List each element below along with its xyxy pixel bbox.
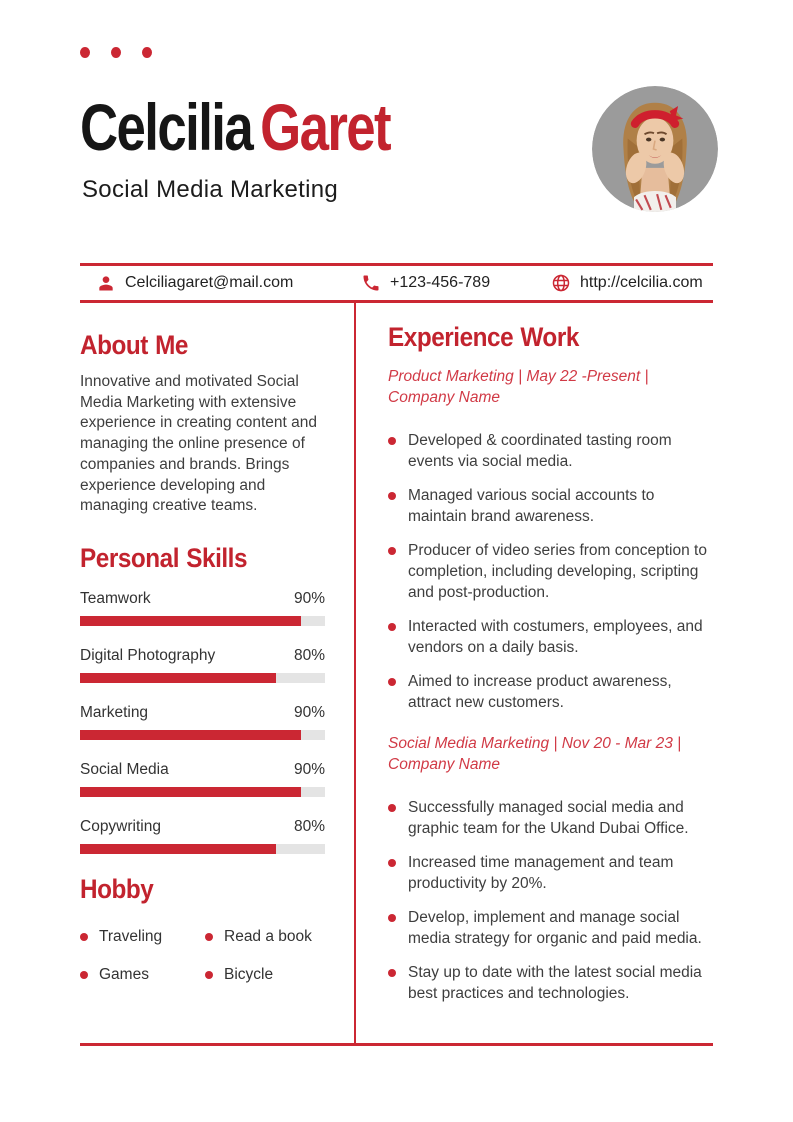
experience-bullet [388,852,714,894]
experience-bullet [388,907,714,949]
bullet-text: Managed various social accounts to maintain brand awareness. [408,487,655,525]
person-name [80,92,390,162]
skill-value: 90% [293,589,325,607]
skill-bar [80,616,325,626]
skill-value: 80% [293,817,325,835]
phone-icon [361,273,381,293]
contact-phone[interactable] [361,266,490,300]
hobby-label: Games [99,965,149,983]
bottom-rule [80,1043,713,1046]
skill-bar-fill [80,616,301,626]
red-dot-icon [142,47,152,58]
skill-item [80,760,325,797]
skill-bar-fill [80,844,276,854]
bullet-icon [80,933,88,941]
bullet-icon [388,437,396,445]
experience-section-title: Experience Work [388,322,579,352]
skill-bar [80,787,325,797]
skill-label: Teamwork [80,589,151,607]
email-text: Celciliagaret@mail.com [125,274,294,291]
experience-bullet [388,671,714,713]
bullet-text: Producer of video series from conception to completion, including developing, scripting and post-production. [408,542,707,601]
bullet-text: Develop, implement and manage social media strategy for organic and paid media. [408,909,702,947]
skill-value: 80% [293,646,325,664]
skill-bar [80,844,325,854]
right-column [388,322,714,1017]
phone-text: +123-456-789 [390,274,491,291]
skill-item [80,817,325,854]
bullet-icon [80,971,88,979]
skill-item [80,703,325,740]
skills-list [80,589,325,854]
profile-photo [592,86,718,212]
bullet-text: Aimed to increase product awareness, attract new customers. [408,673,672,711]
skill-item [80,589,325,626]
profile-photo-illustration [592,86,718,212]
hobby-label: Read a book [224,927,312,945]
about-section-title: About Me [80,330,188,360]
experience-bullet [388,797,714,839]
column-divider [354,303,356,1043]
job-bullets [388,797,714,1004]
contact-email[interactable] [96,266,293,300]
skill-label: Digital Photography [80,646,216,664]
bullet-text: Developed & coordinated tasting room events via social media. [408,432,672,470]
experience-bullet [388,430,714,472]
bullet-icon [205,933,213,941]
skill-bar-fill [80,673,276,683]
bullet-icon [388,547,396,555]
skill-bar-fill [80,730,301,740]
experience-job [388,733,714,1004]
bullet-text: Interacted with costumers, employees, and vendors on a daily basis. [408,618,703,656]
website-text: http://celcilia.com [580,274,703,291]
hobby-label: Traveling [99,927,163,945]
person-icon [96,273,116,293]
first-name: Celcilia [80,90,253,164]
bullet-icon [388,859,396,867]
contact-website[interactable] [551,266,703,300]
bullet-text: Increased time management and team productivity by 20%. [408,854,674,892]
bullet-icon [388,804,396,812]
skill-label: Marketing [80,703,149,721]
hobby-item [205,928,325,946]
skill-value: 90% [293,703,325,721]
job-bullets [388,430,714,713]
left-column [80,322,325,984]
skill-bar [80,673,325,683]
skill-label: Copywriting [80,817,161,835]
bullet-icon [388,969,396,977]
last-name: Garet [260,90,391,164]
red-dot-icon [80,47,90,58]
skills-section-title: Personal Skills [80,542,248,573]
bullet-icon [388,623,396,631]
experience-bullet [388,962,714,1004]
about-text: Innovative and motivated Social Media Marketing with extensive experience in creating content and managing the online presence of companies and brands. Brings experience developing and managing creative teams. [80,373,317,515]
bullet-text: Stay up to date with the latest social media best practices and technologies. [408,964,702,1002]
jobs-list [388,366,714,1004]
skill-bar-fill [80,787,301,797]
hobby-item [205,966,325,984]
skill-item [80,646,325,683]
job-title: Social Media Marketing [82,176,339,203]
experience-bullet [388,485,714,527]
bullet-icon [388,914,396,922]
skill-value: 90% [293,760,325,778]
experience-bullet [388,616,714,658]
red-dot-icon [111,47,121,58]
contact-bar [80,263,713,303]
bullet-icon [388,678,396,686]
job-heading: Social Media Marketing | Nov 20 - Mar 23 | Company Name [388,735,682,773]
bullet-icon [388,492,396,500]
hobby-item [80,928,205,946]
decorative-dots [80,47,152,58]
hobby-list [80,928,325,984]
experience-job [388,366,714,713]
bullet-text: Successfully managed social media and graphic team for the Ukand Dubai Office. [408,799,689,837]
skill-bar [80,730,325,740]
globe-icon [551,273,571,293]
bullet-icon [205,971,213,979]
hobby-section-title: Hobby [80,873,154,904]
hobby-label: Bicycle [224,965,274,983]
experience-bullet [388,540,714,603]
skill-label: Social Media [80,760,169,778]
hobby-item [80,966,205,984]
job-heading: Product Marketing | May 22 -Present | Company Name [388,368,649,406]
